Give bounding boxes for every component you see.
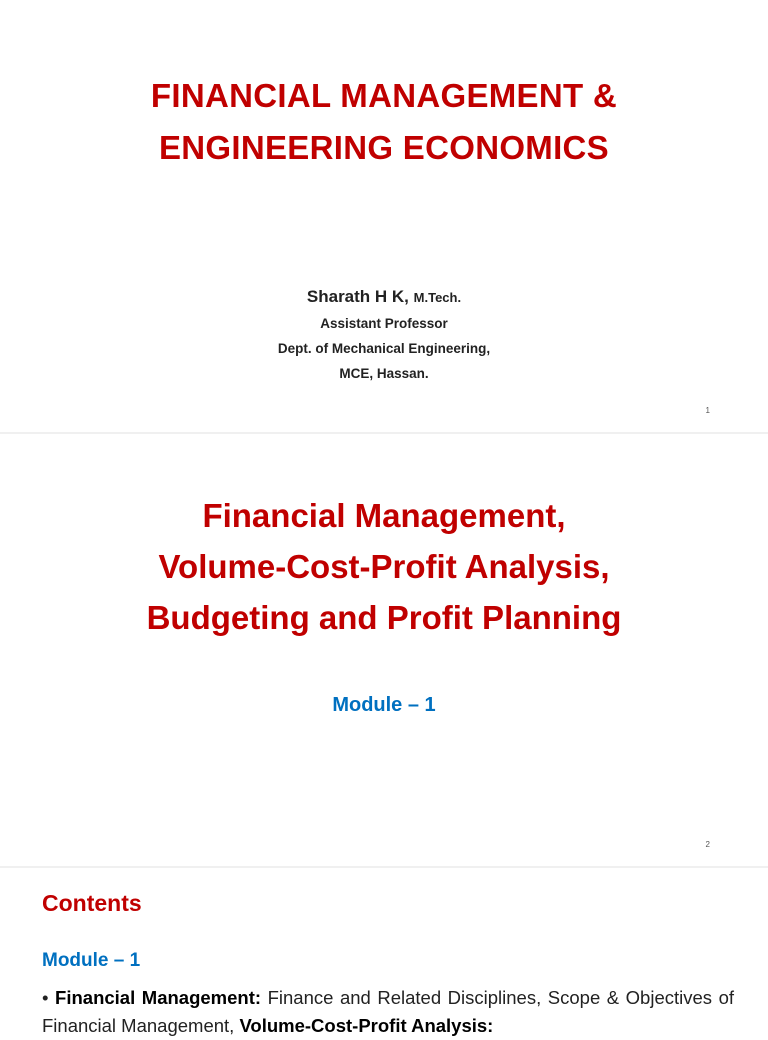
author-degree: M.Tech. <box>413 290 462 305</box>
contents-heading: Contents <box>42 890 142 916</box>
title-line-3: Budgeting and Profit Planning <box>146 599 622 636</box>
title-line-2: Volume-Cost-Profit Analysis, <box>158 548 610 585</box>
author-name: Sharath H K, <box>306 287 409 306</box>
title-line-1: FINANCIAL MANAGEMENT & <box>150 77 618 114</box>
author-designation: Assistant Professor <box>320 316 448 331</box>
module-heading: Module – 1 <box>42 950 141 971</box>
module-label: Module – 1 <box>332 694 436 716</box>
page-number: 2 <box>705 840 710 849</box>
contents-bullet <box>42 984 734 1040</box>
author-department: Dept. of Mechanical Engineering, <box>277 341 491 356</box>
bullet-marker: • <box>42 987 49 1008</box>
slide-1-title <box>0 70 768 174</box>
title-line-2: ENGINEERING ECONOMICS <box>158 129 609 166</box>
slide-1 <box>0 0 768 432</box>
author-institution: MCE, Hassan. <box>339 366 429 381</box>
title-line-1: Financial Management, <box>202 497 566 534</box>
author-block <box>0 284 768 386</box>
bullet-term: Financial Management: <box>55 987 262 1008</box>
slide-divider <box>0 866 768 868</box>
page-number: 1 <box>705 406 710 415</box>
bullet-term-2: Volume-Cost-Profit Analysis: <box>239 1015 494 1036</box>
bullet-text: Finance and Related Disciplines, Scope & Objectives of Financial Management, <box>42 987 735 1036</box>
slide-2-title <box>0 490 768 643</box>
